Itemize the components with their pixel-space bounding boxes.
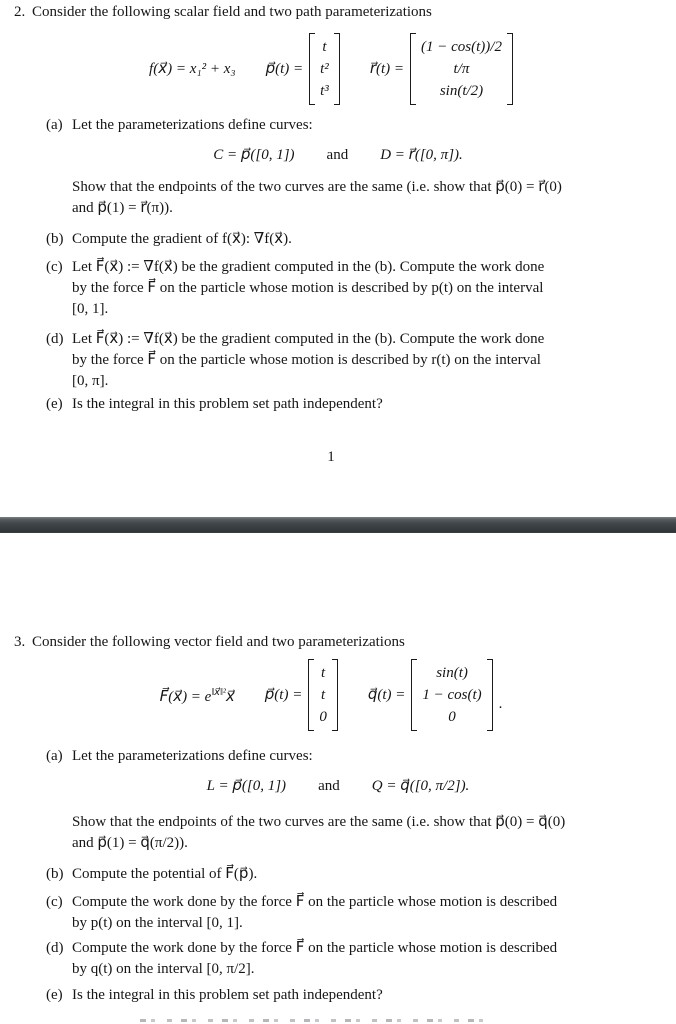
item-d-line: by the force F⃗ on the particle whose motion is described by r(t) on the interval [72, 352, 541, 368]
problem-3-item-d [46, 938, 638, 980]
item-a-intro: Let the parameterizations define curves: [72, 748, 313, 764]
curve-d-definition: D = r⃗([0, π]). [380, 147, 463, 163]
item-label: (e) [46, 396, 63, 412]
item-c-line: by p(t) on the interval [0, 1]. [72, 915, 243, 931]
item-d-line: [0, π]. [72, 373, 109, 389]
problem-3-item-e [46, 985, 638, 1006]
q-lhs: q⃗(t) = [367, 686, 406, 703]
and-connector: and [318, 778, 340, 794]
p-parameterization [265, 659, 338, 731]
matrix-row: (1 − cos(t))/2 [421, 39, 502, 55]
item-label: (d) [46, 940, 64, 956]
problem-2-formula-row [32, 33, 630, 105]
item-label: (a) [46, 748, 63, 764]
field-exponent: ‖x⃗‖² [211, 687, 226, 698]
item-d-line: Let F⃗(x⃗) := ∇f(x⃗) be the gradient computed in the (b). Compute the work done [72, 331, 545, 347]
page-number: 1 [327, 449, 335, 465]
matrix-row: 0 [319, 709, 327, 725]
right-bracket [507, 33, 513, 105]
matrix-row: 1 − cos(t) [422, 687, 482, 703]
problem-3-item-b [46, 864, 638, 885]
page-separator [0, 517, 676, 533]
item-label: (b) [46, 866, 64, 882]
curve-l-definition: L = p⃗([0, 1]) [206, 778, 287, 794]
equation-period: . [498, 695, 503, 712]
item-label: (d) [46, 331, 64, 347]
problem-2-item-e [46, 394, 638, 415]
curve-c-definition: C = p⃗([0, 1]) [213, 147, 295, 163]
problem-2-title: Consider the following scalar field and two path parameterizations [32, 4, 432, 20]
matrix-row: t³ [320, 83, 329, 99]
item-b-text: Compute the gradient of f(x⃗): ∇f(x⃗). [72, 231, 292, 247]
scalar-field-formula: f(x⃗) = x₁² + x₃ [149, 60, 236, 77]
problem-3-curve-equation [46, 776, 630, 797]
matrix-row: sin(t) [436, 665, 468, 681]
p-parameterization [266, 33, 340, 105]
right-bracket [332, 659, 338, 731]
matrix-row: t² [320, 61, 329, 77]
field-base: F⃗(x⃗) = e [159, 689, 212, 705]
curve-q-definition: Q = q⃗([0, π/2]). [371, 778, 470, 794]
matrix-row: t/π [453, 61, 470, 77]
item-label: (c) [46, 259, 63, 275]
item-e-text: Is the integral in this problem set path independent? [72, 396, 383, 412]
right-bracket [334, 33, 340, 105]
item-label: (a) [46, 117, 63, 133]
r-parameterization [370, 33, 513, 105]
p-lhs: p⃗(t) = [265, 60, 304, 77]
problem-2-item-a [46, 115, 638, 136]
matrix-p [308, 659, 338, 731]
item-d-line: Compute the work done by the force F⃗ on the particle whose motion is described [72, 940, 558, 956]
note-line: Show that the endpoints of the two curves are the same (i.e. show that p⃗(0) = r⃗(0) [72, 179, 562, 195]
note-line: and p⃗(1) = r⃗(π)). [72, 200, 173, 216]
problem-2-item-b [46, 229, 638, 250]
problem-2-number: 2. [14, 4, 26, 20]
q-parameterization [368, 659, 503, 731]
item-label: (e) [46, 987, 63, 1003]
problem-2-item-c [46, 257, 638, 320]
item-label: (c) [46, 894, 63, 910]
note-line: and p⃗(1) = q⃗(π/2)). [72, 835, 188, 851]
item-e-text: Is the integral in this problem set path independent? [72, 987, 383, 1003]
field-arg: x⃗ [225, 689, 235, 705]
problem-2-endpoint-note [72, 177, 562, 219]
item-b-text: Compute the potential of F⃗(p⃗). [72, 866, 258, 882]
item-d-line: by q(t) on the interval [0, π/2]. [72, 961, 255, 977]
problem-3-number: 3. [14, 634, 26, 650]
p-lhs: p⃗(t) = [264, 686, 303, 703]
item-c-line: Compute the work done by the force F⃗ on the particle whose motion is described [72, 894, 558, 910]
note-line: Show that the endpoints of the two curves are the same (i.e. show that p⃗(0) = q⃗(0) [72, 814, 566, 830]
problem-3-title: Consider the following vector field and two parameterizations [32, 634, 405, 650]
item-c-line: by the force F⃗ on the particle whose motion is described by p(t) on the interval [72, 280, 544, 296]
item-c-line: [0, 1]. [72, 301, 109, 317]
problem-3-formula-row [32, 658, 630, 732]
r-lhs: r⃗(t) = [369, 60, 405, 77]
problem-2-item-d [46, 329, 638, 392]
matrix-row: sin(t/2) [439, 83, 484, 99]
matrix-q [411, 659, 492, 731]
item-c-line: Let F⃗(x⃗) := ∇f(x⃗) be the gradient computed in the (b). Compute the work done [72, 259, 545, 275]
problem-2-header [14, 2, 432, 23]
right-bracket [487, 659, 493, 731]
truncated-next-line [140, 1019, 485, 1022]
item-a-intro: Let the parameterizations define curves: [72, 117, 313, 133]
matrix-row: t [320, 687, 326, 703]
problem-3-item-c [46, 892, 638, 934]
problem-3-header [14, 632, 405, 653]
vector-field-formula [160, 682, 235, 708]
matrix-p [309, 33, 340, 105]
matrix-r [410, 33, 513, 105]
matrix-row: 0 [448, 709, 456, 725]
problem-2-curve-equation [46, 145, 630, 166]
item-label: (b) [46, 231, 64, 247]
problem-3-endpoint-note [72, 812, 565, 854]
and-connector: and [326, 147, 349, 163]
matrix-row: t [322, 39, 327, 55]
problem-3-item-a [46, 746, 638, 767]
matrix-row: t [320, 665, 326, 681]
